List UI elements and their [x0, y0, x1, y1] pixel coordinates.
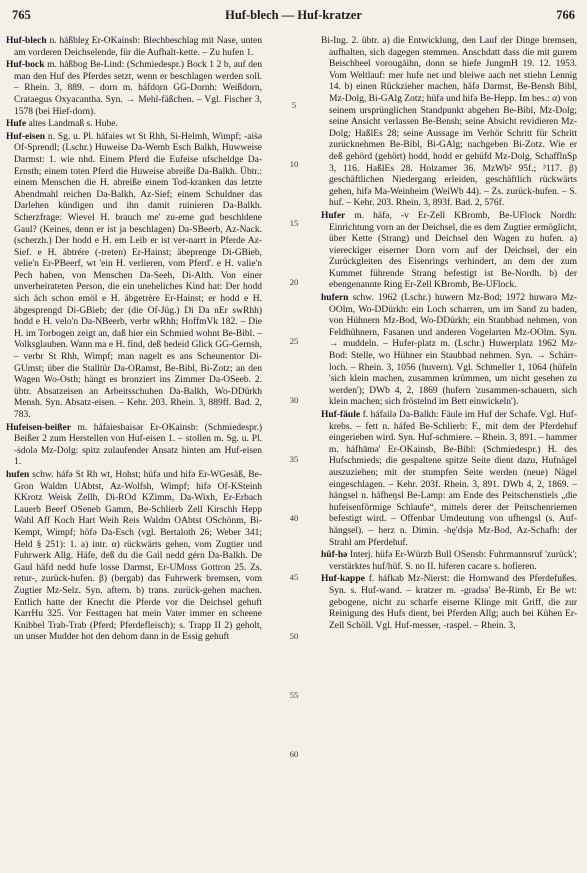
line-number-gutter [276, 36, 312, 868]
entry-text: m. háfə, -v Er-Zell KBromb, Be-UFlock Nordh: Einrichtung vorn an der Deichsel, die es dem Zugtier ermöglicht, über Kette (Strang) und Deichsel den Wagen zu hufen. a) viereckiger eiserner Dorn vorn auf der Deichsel, der ein Zurückgleiten des Eisenrings verhindert, an dem der zum Kummet führende Strang befestigt ist Be-Nordh. b) der ebengenannte Ring Er-Zell KBromb, Be-UFlock. [329, 210, 577, 291]
line-number: 30 [289, 395, 299, 405]
dictionary-entry [321, 36, 577, 210]
entry-headword: Huf-fäule [321, 410, 361, 420]
line-number: 25 [289, 336, 299, 346]
entry-text: f. háfailə Da-Balkh: Fäule im Huf der Schafe. Vgl. Huf-krebs. – fett n. háfed Be-Schlierb: F., mit dem der Pferdehuf eingerieben wird. Syn. Huf-schmiere. – Rhein. 3, 891. – hammer m. háfhāmə' Er-OKainsb, Be-Bibl: (Schmiedespr.) H. des Hufschmieds; die gespaltene spitze Seite dient dazu, Hufnägel auszuziehen; mit der stumpfen Seite werden (neue) Nägel eingeschlagen. – Kehr. 203f. Rhein. 3, 891. DWb 4, 2, 1869. – hängsel n. háfheŋsl Be-Lamp: am Ende des Peitschenstiels „die hufeisenförmige Schlaufe“, mittels derer der Peitschenriemen befestigt wird. – Offenbar Umdeutung von ufhengsl (s. Auf-hängsel). – herz n. Dimin. -hę'dsjə Mz-Bod, Az-Schafh: der Strahl am Pferdehuf. [329, 410, 577, 548]
line-number: 5 [291, 100, 297, 110]
right-column [321, 36, 577, 868]
line-number: 50 [289, 631, 299, 641]
entry-text: Interj. hüfə Er-Würzb Bull OSensb: Fuhrmannsruf 'zurück'; verstärktes huf/hüf. S. no II. hiferen cacare s. hofieren. [329, 550, 577, 572]
dictionary-entry [321, 410, 577, 549]
entry-headword: hufern [321, 293, 349, 304]
entry-headword: Hufeisen-beißer [6, 422, 71, 433]
entry-text: n. háßbleχ Er-OKainsb: Blechbeschlag mit Nase, unten am vorderen Deichselende, für die Aufhalt-kette. – Zu hufen 1. [14, 36, 262, 58]
dictionary-entry [321, 211, 577, 292]
line-number: 35 [289, 454, 299, 464]
entry-text: altes Landmaß s. Hube. [28, 119, 118, 130]
entry-text: n. Sg. u. Pl. háfaies wt St Rhh, Si-Helmh, Wimpf; -aiṡə Of-Sprendl; (Lschr.) Huweise Da-Wemb Esch Balkh, Huwweise Darmst: 1. wie nhd. Einem Pferd die Eufeise ufscheldge Da-Ernsth; einem toten Pferd die Huweise abreiße Da-Balkh. Übtr.: einem Menschen die H. abreiße einem Tod-kranken das letzte Abendmahl reichen Da-Balkh, Az-Sief; einem Schuldner das Darlehen kündigen und ihn damit ruinieren Da-Balkh. Scherzfrage: Wievel H. brauch me' zu-eme gud beschldene Gaul? (Keines, denn er ist ja beschlagen) Da-SBeerb, Az-Nack. (scherzh.) Der hodd e H. em Leib er ist ver-narrt in Pferde Az-Sief. e H. äbtrére (-treten) Er-Hainst; äbeprenge Di-GBieb, velie'n Er-PBeerf, wt 'ein H. verlieren, vom Pferd'. e H. valie'n Pech haben, von Menschen Da-Seeh, Di-Alth. Von einer unverheirateten Person, die ein uneheliches Kind hat: Der hodd sich äch schon emöl e H. äbgetrère Er-Hainst; er hodd e H. äbgesprengd Di-GBieb; der (die Of-Jüg.) Di Da nEr swRhh) hodd e H. velo'n Da-NBeerb, verbr wRhh; HoffmVk 182. – Die H. im Torbogen zeigt an, daß hier ein Schmied wohnt Be-Bibl. – Volksglauben. Wann ma e H. find, deß bedeid Glick GG-Gernsh, – verbr St Rhh, Wimpf; man nagelt es ans Scheunentor Di-GUmst; über die Stalltür Da-ORamst, Be-Bibl, Bi-Zotz; an den Wagen Wo-Osth; hängt es bronziert ins Zimmer Da-OSeeb. 2. übtr. Absatzeisen an Arbeitsschuhen Da-Balkh, Wo-DDürkh Mensh. Syn. Absatz-eisen. – Kehr. 203. Rhein. 3, 889ff. Bad. 2, 783. [14, 131, 262, 420]
entry-text: f. háfkab Mz-Nierst: die Hornwand des Pferdefußes. Syn. s. Huf-wand. – kratzer m. -gradsə' Be-Rimb, Er Be wt: gebogene, nicht zu scharfe eiserne Klinge mit Griff, die zur Reinigung des Hufs dient, bei Pferden Allg; auch bei Kühen Er-Zell Schöll. Vgl. Huf-messer, -raspel. – Rhein. 3, [329, 574, 577, 631]
dictionary-entry [321, 574, 577, 632]
entry-headword: hüf-hə [321, 550, 348, 561]
dictionary-entry [321, 293, 577, 409]
entry-text: schw. háfə St Rh wt, Hohst; hüfə und hifə Er-WGesäß, Be-Gron Waldm UAbtst, Az-Wolfsh, Wimpf; hifə Of-KSteinh KKrotz Weisk Zellh, Di-ROd KZimm, Da-Wixh, Er-Erbach Lauerb Beerf OSeneb Gamm, Be-Schlierb Zell Kirschh Hepp Wahl Aff Koch Hart Weih Reis Waldm OAbtst OSchönm, Bi-Kempt, Wimpf; höfə Da-Esch (vgl. Bertaloth 26; Weber 341; Held § 251): 1. a) intr. α) rückwärts gehen, vom Zugtier und Fuhrwerk Allg. Häfe, deß du die Gail nedd gérn Da-Balkh. De Gaul häfd nedd hufe losse Darmst, Er-UMoss Gottron 25. Zs. retur-, zurück-hufen. β) (bergab) das Fuhrwerk bremsen, vom Zugtier Mz-Selz. Syn. aftern. b) trans. zurück-gehen machen. Entlich hatte der Knecht die Pferde vor die Deichsel gehuft KarrHu 325. Vor Festtagen hat mein Vater immer en scheene Knibbel Trab-Trab (Pferd; Pferdefleisch); s. Trapp II 2) geholt, un unser Mudder hot den dehom dann in de Essig gehuft [14, 469, 262, 643]
dictionary-entry [321, 550, 577, 573]
dictionary-entry [6, 36, 262, 59]
entry-headword: Hufer [321, 210, 346, 221]
entry-headword: hufen [6, 469, 30, 480]
line-number: 45 [289, 572, 299, 582]
entry-headword: Huf-kappe [321, 574, 365, 585]
line-number: 55 [289, 690, 299, 700]
entry-text: schw. 1962 (Lschr.) huwern Mz-Bod; 1972 huwərə Mz-OOlm, Wo-DDürkh: ein Loch scharren, um im Sand zu baden, von Hühnern Mz-Bod, Wo-DDürkh; ein Staubbad nehmen, von Feldhühnern, Fasanen und anderen Vogelarten Mz-OOlm. Syn. → muddeln. – Hufer-platz m. (Lschr.) Huwerplatz 1962 Mz-Bod: Stelle, wo Hühner ein Staubbad nehmen. Syn. → Schärr-loch. – Rhein. 3, 1056 (huvern). Vgl. Schmeller 1, 1064 (hüfeln 'sich klein machen, zusammen krümmen, um nicht gesehen zu werden'); DWb 4, 2, 1869 (hufern 'zusammen-schauern, sich klein machen; sich fröstelnd im Bett einwickeln'). [329, 293, 577, 408]
left-column [6, 36, 262, 868]
line-number: 20 [289, 277, 299, 287]
line-number: 10 [289, 159, 299, 169]
entry-headword: Hufe [6, 119, 27, 130]
dictionary-entry [6, 132, 262, 422]
entry-headword: Huf-bock [6, 60, 45, 71]
line-number: 40 [289, 513, 299, 523]
entry-text: m. háfaiesbaisər Er-OKainsb: (Schmiedespr.) Beißer 2 zum Herstellen von Huf-eisen 1. – stollen m. Sg. u. Pl. -ṡdolə Mz-Dolg: spitz zulaufender Ansatz hinten am Huf-eisen 1. [14, 422, 262, 468]
dictionary-entry [6, 119, 262, 131]
page-number-left: 765 [12, 8, 31, 22]
entry-text: Bi-Ing. 2. übtr. a) die Entwicklung, den Lauf der Dinge bremsen, aufhalten, sich dagegen stemmen. Anschdatt dass die mit gurem Beischbeel vorougáihn, donn se hiefe JungmH 19. 12. 1953. Vom Weltlauf: mer hufe net und bleiwe aach net stiehn Lennig 14. b) einen Rückzieher machen, häfə Darmst, Be-Bensh Bibl, Mz-Dolg, Bi-GAlg Zotz; hüfə und hifə Be-Hepp. Im bes.: α) von seinem ursprünglichen Standpunkt abgehen Be-Bibl, Mz-Dolg; seine Ansicht verlassen Be-Bensh; seine Absicht revidieren Mz-Dolg; HaßlEs 28; seine Aussage im Verhör Schritt für Schritt zurücknehmen Be-Bibl, Bi-GAlg; nachgeben Bi-Zotz. Wie er deß gehörd (gehört) hodd, hodd er gehüfd Mz-Dolg, SchafflnSp 3, 116. HaßlEs 28. Holzamer 36. MzWb² 95f.; ³117. β) geschäftlichen Niedergang erleiden, geschäftlich rückwärts gehen, hifə Ma-Weinheim (WeiWb 44). – Zs. zurück-hufen. – S. huf. – Kehr. 203. Rhein. 3, 893f. Bad. 2, 576f. [321, 36, 577, 209]
line-number: 60 [289, 749, 299, 759]
line-number: 15 [289, 218, 299, 228]
entry-headword: Huf-blech [6, 36, 47, 46]
running-title: Huf-blech — Huf-kratzer [225, 8, 362, 22]
dictionary-entry [6, 423, 262, 469]
entry-headword: Huf-eisen [6, 131, 46, 142]
entry-text: m. háßbog Be-Lind: (Schmiedespr.) Bock 1 2 b, auf den man den Huf des Pferdes setzt, wenn er beschlagen werden soll. – Rhein. 3, 889. – dorn m. háfdo̜rn GG-Dornh: Weißdorn, Crataegus Oxyacantha. Syn. → Mehl-fäßchen. – Vgl. Fischer 3, 1578 (bei Hief-dorn). [14, 60, 262, 117]
dictionary-entry [6, 470, 262, 644]
dictionary-entry [6, 60, 262, 118]
page-header [12, 8, 575, 26]
page-number-right: 766 [556, 8, 575, 22]
